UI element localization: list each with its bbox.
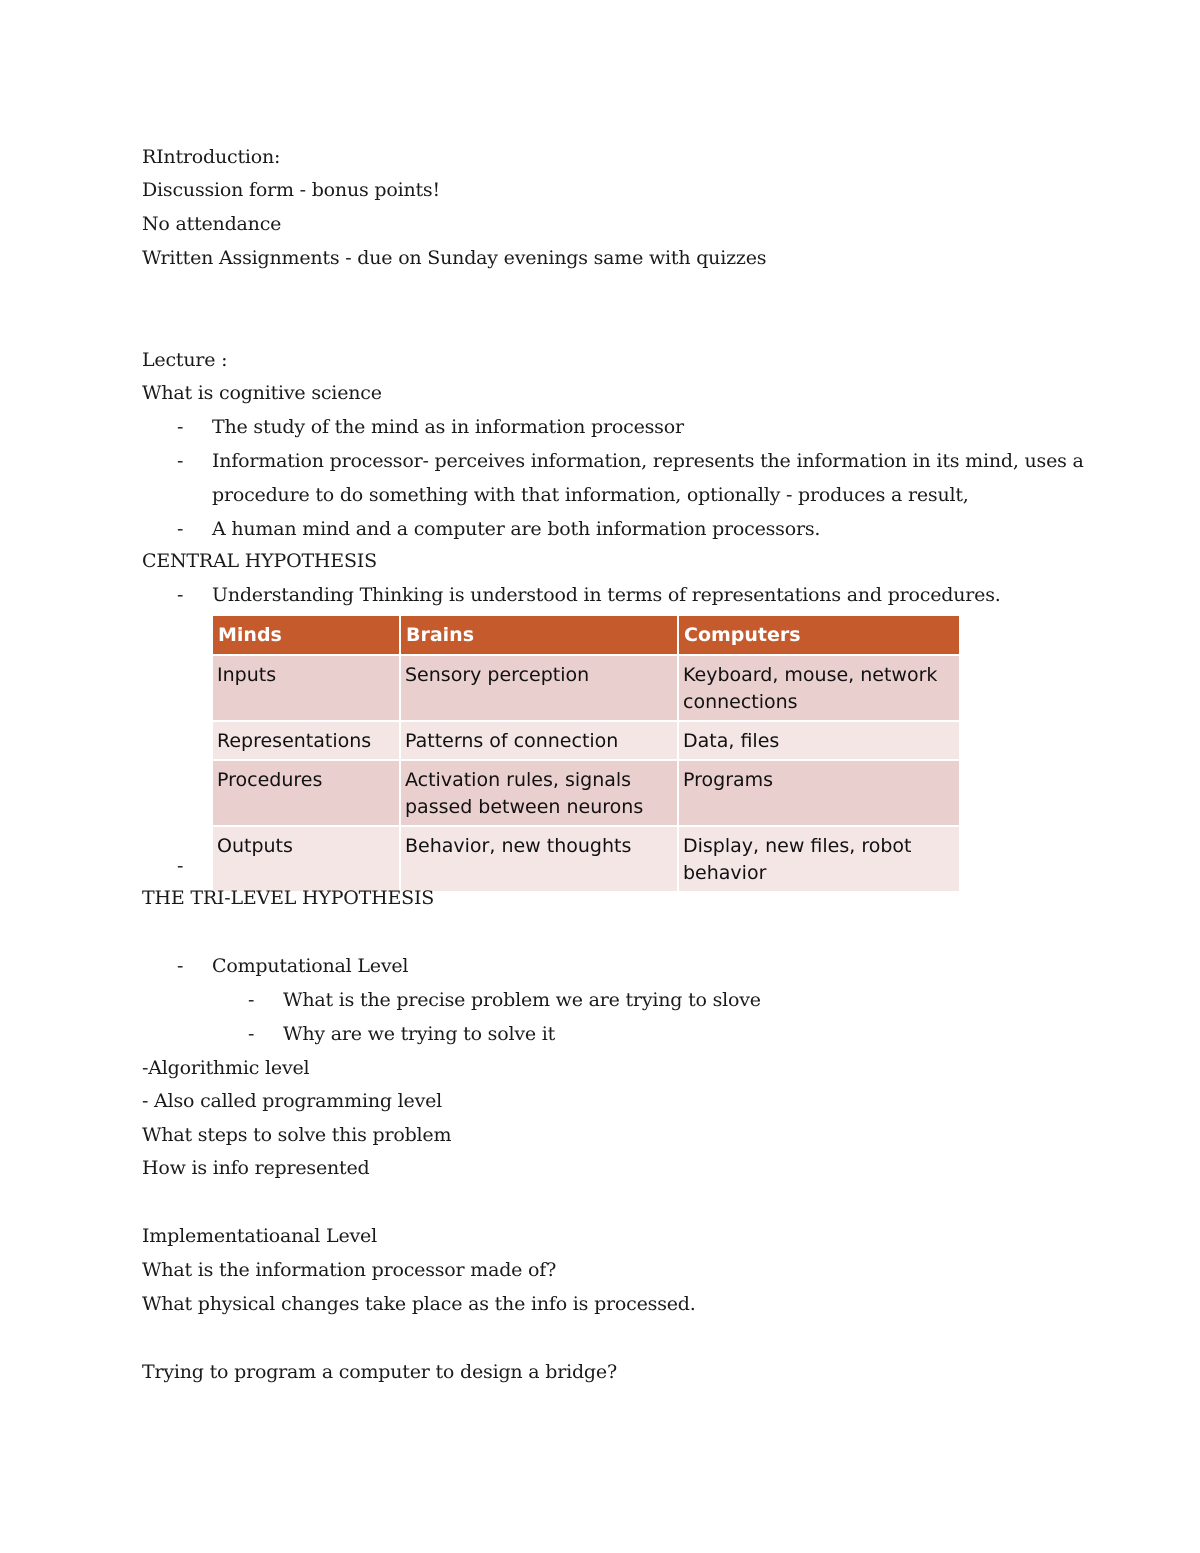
bullet-marker: -	[177, 855, 184, 877]
intro-heading: RIntroduction:	[142, 146, 281, 168]
central-heading: CENTRAL HYPOTHESIS	[142, 550, 377, 572]
table-row	[213, 721, 959, 760]
algorithmic-line: How is info represented	[142, 1157, 370, 1179]
intro-line: No attendance	[142, 213, 282, 235]
bullet-marker: -	[177, 450, 184, 472]
implementation-line: What is the information processor made of?	[142, 1259, 557, 1281]
algorithmic-line: What steps to solve this problem	[142, 1124, 452, 1146]
implementation-line: Implementatioanal Level	[142, 1225, 377, 1247]
minds-brains-computers-table	[213, 616, 959, 891]
table-cell: Sensory perception	[400, 655, 678, 721]
table-cell: Display, new files, robot behavior	[678, 826, 959, 891]
table-cell: Activation rules, signals passed between neurons	[400, 760, 678, 826]
table-cell: Keyboard, mouse, network connections	[678, 655, 959, 721]
table-cell: Behavior, new thoughts	[400, 826, 678, 891]
lecture-bullet: Information processor- perceives information, represents the information in its mind, uses a	[212, 450, 1084, 472]
table-cell: Data, files	[678, 721, 959, 760]
lecture-question: What is cognitive science	[142, 382, 382, 404]
lecture-heading: Lecture :	[142, 349, 228, 371]
lecture-bullet: The study of the mind as in information processor	[212, 416, 684, 438]
column-header-minds: Minds	[213, 616, 400, 655]
bullet-marker: -	[177, 584, 184, 606]
computational-sub: What is the precise problem we are trying to slove	[283, 989, 761, 1011]
table-row	[213, 826, 959, 891]
lecture-bullet-continued: procedure to do something with that information, optionally - produces a result,	[212, 484, 969, 506]
bullet-marker: -	[177, 955, 184, 977]
table-cell: Inputs	[213, 655, 400, 721]
table-cell: Programs	[678, 760, 959, 826]
table-row	[213, 655, 959, 721]
closing-question: Trying to program a computer to design a bridge?	[142, 1361, 617, 1383]
algorithmic-line: - Also called programming level	[142, 1090, 443, 1112]
table-cell: Representations	[213, 721, 400, 760]
central-bullet: Understanding Thinking is understood in terms of representations and procedures.	[212, 584, 1001, 606]
computational-level: Computational Level	[212, 955, 409, 977]
table-cell: Procedures	[213, 760, 400, 826]
bullet-marker: -	[177, 416, 184, 438]
intro-line: Written Assignments - due on Sunday evenings same with quizzes	[142, 247, 767, 269]
bullet-marker: -	[248, 989, 255, 1011]
computational-sub: Why are we trying to solve it	[283, 1023, 556, 1045]
intro-line: Discussion form - bonus points!	[142, 179, 440, 201]
column-header-computers: Computers	[678, 616, 959, 655]
algorithmic-line: -Algorithmic level	[142, 1057, 310, 1079]
lecture-bullet: A human mind and a computer are both information processors.	[212, 518, 821, 540]
comparison-table-wrapper	[213, 616, 959, 884]
bullet-marker: -	[248, 1023, 255, 1045]
table-cell: Patterns of connection	[400, 721, 678, 760]
trilevel-heading: THE TRI-LEVEL HYPOTHESIS	[142, 887, 435, 909]
table-cell: Outputs	[213, 826, 400, 891]
table-row	[213, 760, 959, 826]
bullet-marker: -	[177, 518, 184, 540]
table-header-row	[213, 616, 959, 655]
implementation-line: What physical changes take place as the info is processed.	[142, 1293, 696, 1315]
column-header-brains: Brains	[400, 616, 678, 655]
